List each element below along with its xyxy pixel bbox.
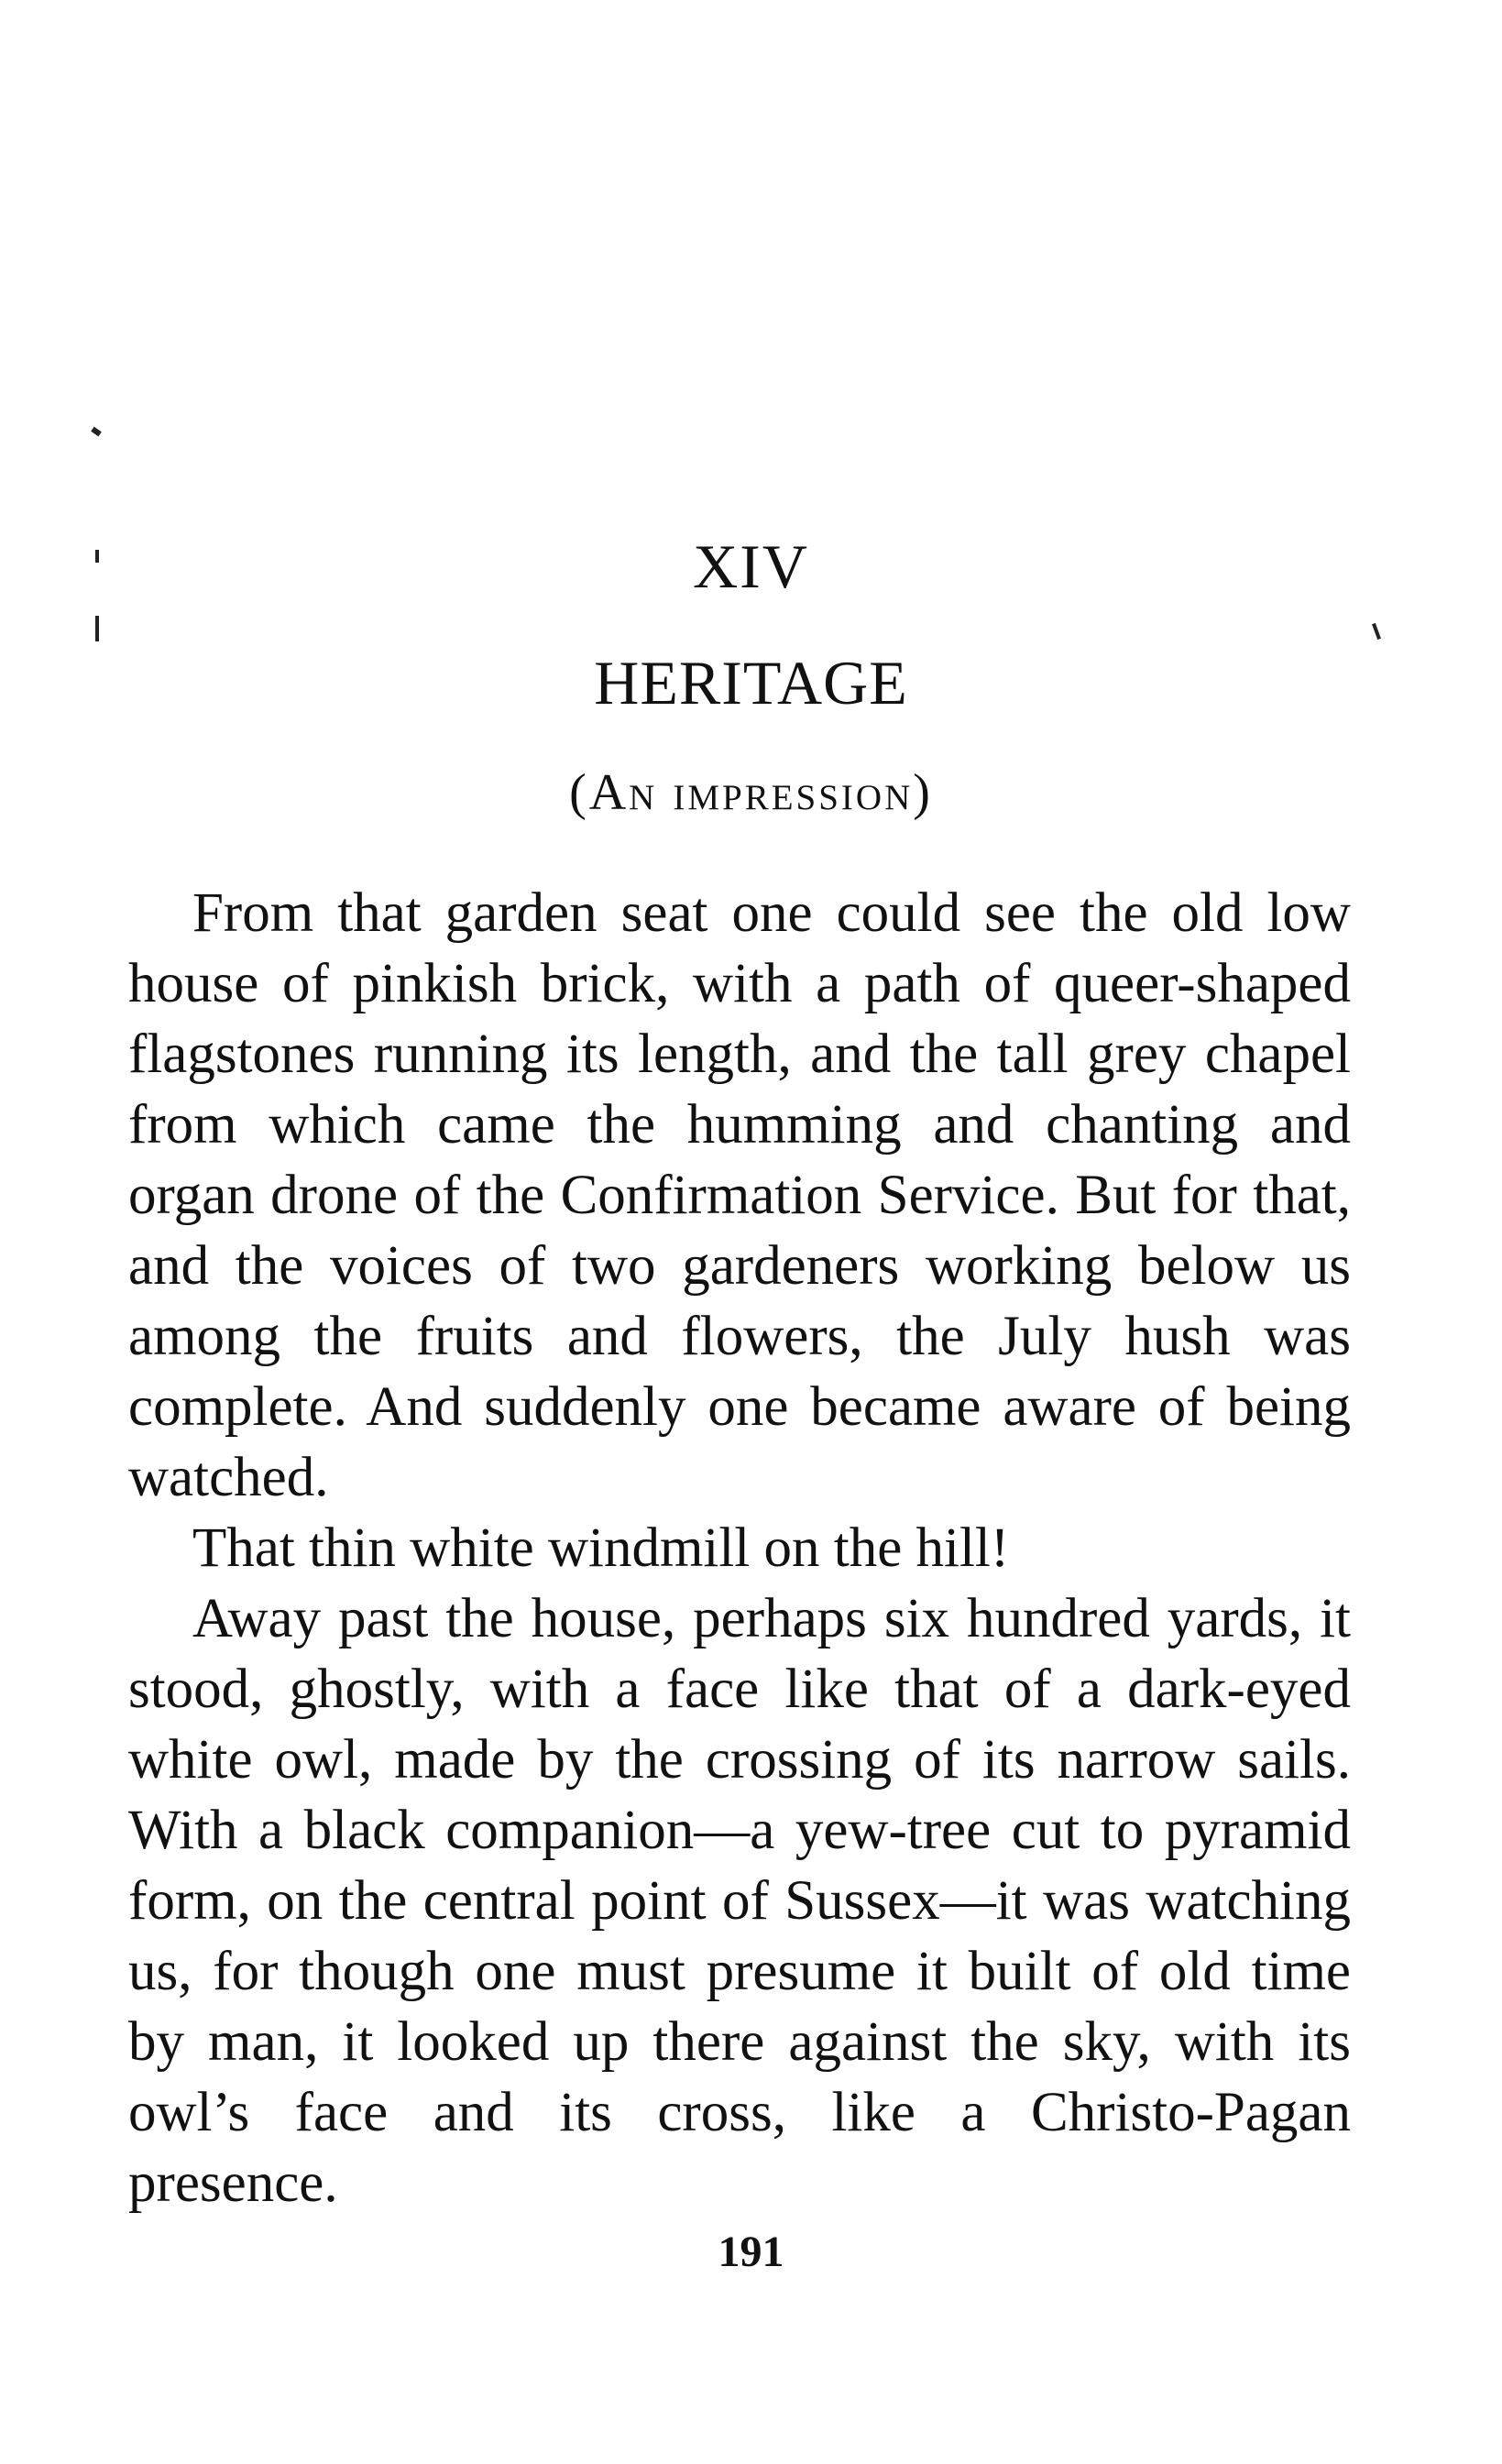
scan-speck [95, 616, 99, 641]
scan-speck [1372, 623, 1381, 640]
page-number: 191 [718, 2228, 784, 2276]
chapter-subtitle: (An impression) [569, 764, 933, 821]
body-text [128, 878, 1351, 2218]
paragraph-1: From that garden seat one could see the old low house of pinkish brick, with a path of queer-shaped flagstones running its length, and the tall grey chapel from which came the humming and chanting and organ drone of the Confirmation Service. But for that, and the voices of two gardeners working below us among the fruits and flowers, the July hush was complete. And suddenly one became aware of being watched. [128, 882, 1351, 1508]
paragraph-2: That thin white windmill on the hill! [192, 1517, 1010, 1579]
chapter-title: HERITAGE [594, 648, 908, 717]
scan-speck [91, 427, 102, 437]
chapter-number: XIV [693, 531, 809, 601]
paragraph-3: Away past the house, perhaps six hundred yards, it stood, ghostly, with a face like that of a dark-eyed white owl, made by the crossing of its narrow sails. With a black companion—a yew-tree cut to pyramid form, on the central point of Sussex—it was watching us, for though one must presume it built of old time by man, it looked up there against the sky, with its owl’s face and its cross, like a Christo-Pagan presence. [128, 1588, 1351, 2214]
